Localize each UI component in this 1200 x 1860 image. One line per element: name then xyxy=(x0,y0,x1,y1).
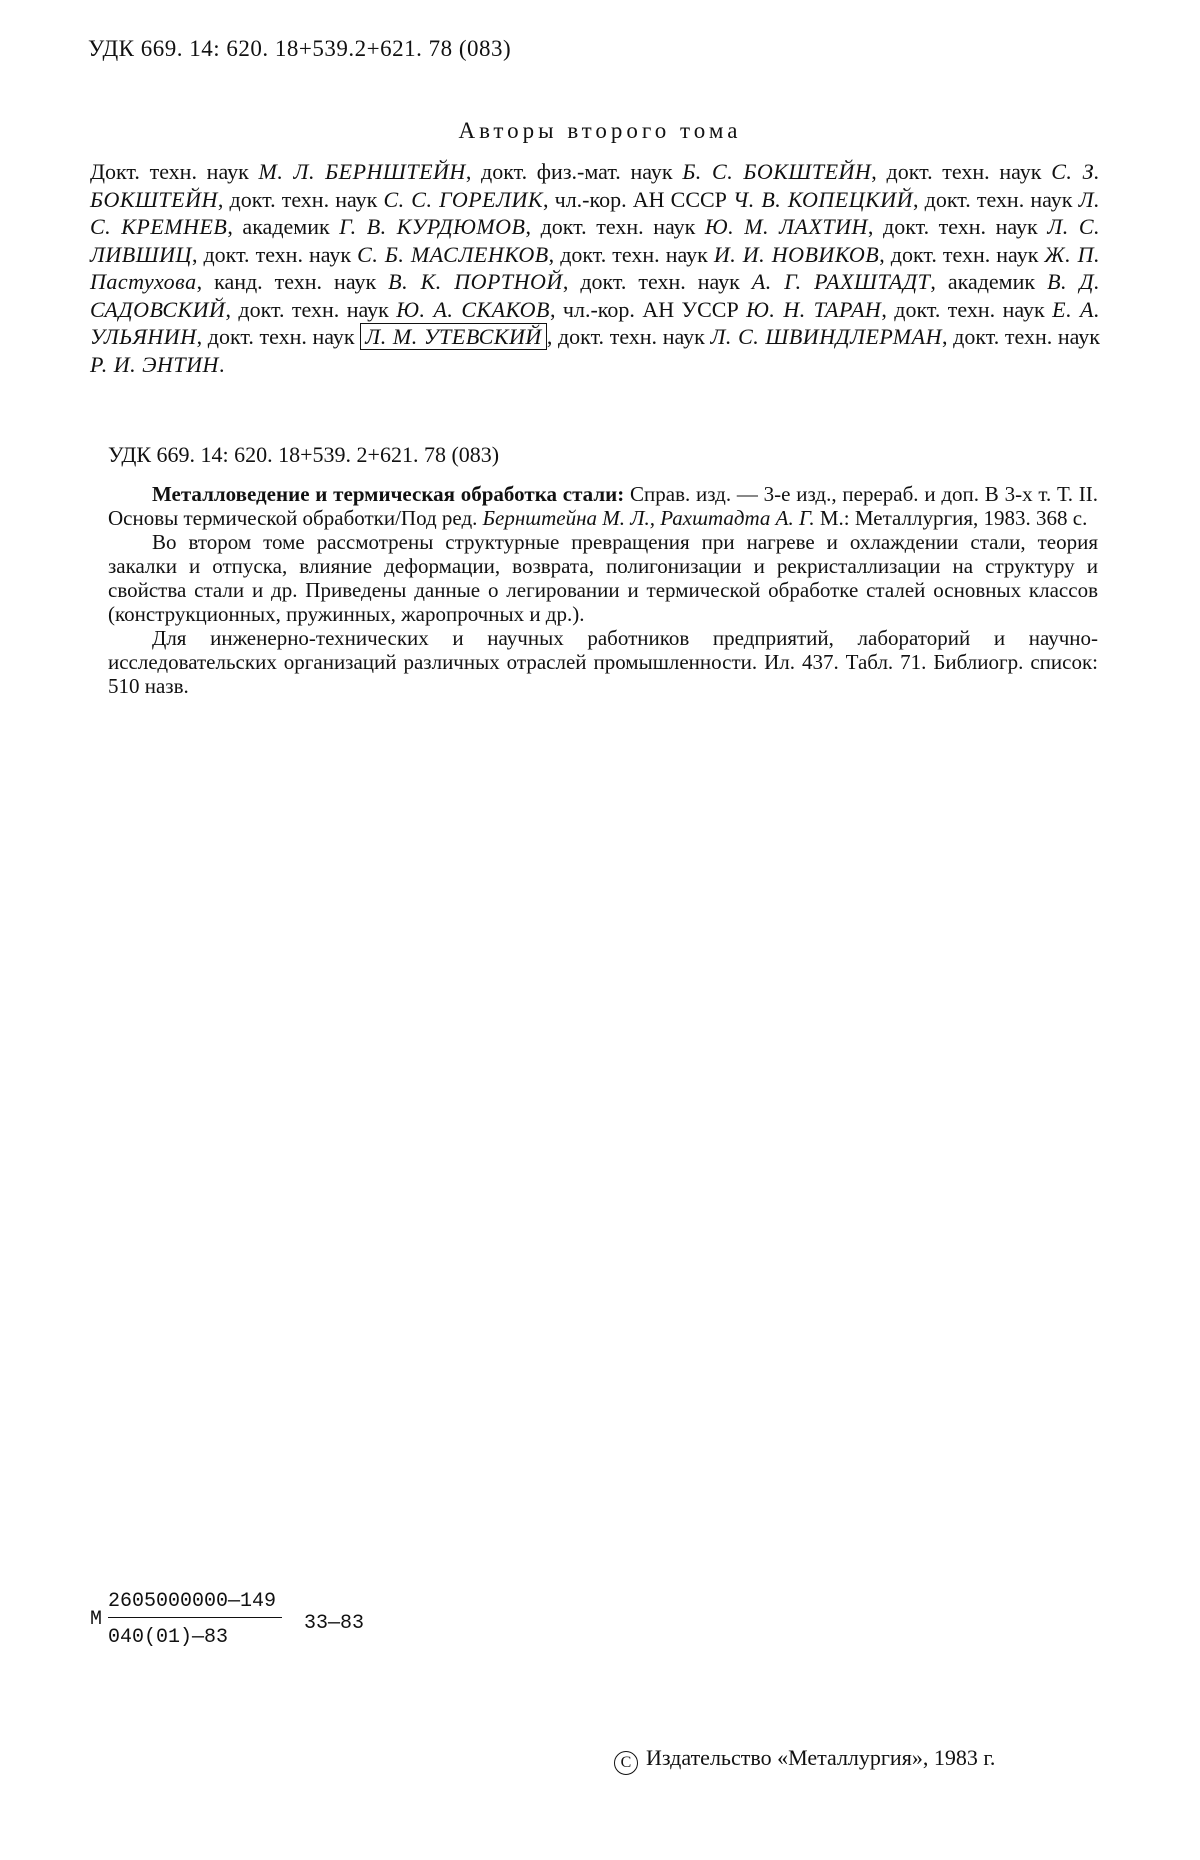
author-degree: , академик xyxy=(227,214,340,239)
author-name: Ю. М. ЛАХТИН xyxy=(704,214,868,239)
author-name: С. С. ГОРЕЛИК xyxy=(383,186,543,212)
authors-heading: Авторы второго тома xyxy=(458,118,742,143)
biblio-entry xyxy=(108,482,1098,530)
author-degree: , докт. техн. наук xyxy=(562,269,752,294)
book-editors: Бернштейна М. Л., Рахштадта А. Г. xyxy=(482,506,815,530)
author-name: В. К. ПОРТНОЙ xyxy=(388,269,563,294)
author-degree: , докт. физ.-мат. наук xyxy=(465,159,683,184)
author-name: Л. С. КРЕМНЕВ xyxy=(90,186,1100,239)
author-degree: Докт. техн. наук xyxy=(90,159,259,184)
author-degree: , докт. техн. наук xyxy=(225,296,397,322)
author-name: Л. М. УТЕВСКИЙ xyxy=(360,323,547,350)
author-degree: , докт. техн. наук xyxy=(871,159,1052,184)
author-degree: , чл.-кор. АН УССР xyxy=(549,296,747,322)
udk-code-top: УДК 669. 14: 620. 18+539.2+621. 78 (083) xyxy=(88,36,512,61)
author-degree: , докт. техн. наук xyxy=(217,186,384,212)
author-name: Л. С. ШВИНДЛЕРМАН xyxy=(710,324,942,349)
author-name: Ч. В. КОПЕЦКИЙ xyxy=(733,186,913,212)
author-name: Ю. А. СКАКОВ xyxy=(396,296,550,322)
copyright-line xyxy=(614,1745,995,1775)
bibliographic-annotation xyxy=(108,482,1098,698)
author-name: С. З. БОКШТЕЙН xyxy=(90,159,1100,212)
index-prefix: М xyxy=(90,1608,103,1631)
index-numerator: 2605000000—149 xyxy=(108,1590,277,1613)
author-degree: . xyxy=(218,351,225,377)
author-name: Ю. Н. ТАРАН xyxy=(746,296,882,322)
book-title: Металловедение и термическая обработка стали: xyxy=(152,482,625,506)
author-name: Р. И. ЭНТИН xyxy=(90,351,219,377)
author-name: С. Б. МАСЛЕНКОВ xyxy=(357,241,549,267)
author-degree: , академик xyxy=(930,269,1048,294)
author-name: А. Г. РАХШТАДТ xyxy=(751,269,931,294)
author-name: М. Л. БЕРНШТЕЙН xyxy=(258,159,466,184)
author-degree: , докт. техн. наук xyxy=(196,324,361,349)
index-denominator: 040(01)—83 xyxy=(108,1626,229,1649)
authors-list xyxy=(90,158,1100,378)
copyright-icon: С xyxy=(614,1751,638,1775)
author-degree: , докт. техн. наук xyxy=(525,214,705,239)
copyright-text: Издательство «Металлургия», 1983 г. xyxy=(646,1745,996,1770)
book-edition-info: Справ. изд. — 3-е изд., перераб. и доп. В 3-х т. Т. II. Основы термической обработки/Под ред. xyxy=(108,482,1098,530)
udk-code-second: УДК 669. 14: 620. 18+539. 2+621. 78 (083) xyxy=(108,442,500,467)
author-degree: , докт. техн. наук xyxy=(191,241,358,267)
author-name: Ж. П. Пастухова xyxy=(90,241,1101,294)
author-name: И. И. НОВИКОВ xyxy=(713,241,880,267)
author-degree: , чл.-кор. АН СССР xyxy=(543,186,734,212)
author-degree: , докт. техн. наук xyxy=(867,214,1048,239)
publication-index-code xyxy=(90,1590,416,1660)
author-degree: , докт. техн. наук xyxy=(913,186,1079,212)
author-degree: , докт. техн. наук xyxy=(881,296,1053,322)
author-name: Л. С. ЛИВШИЦ xyxy=(90,214,1100,267)
fraction-line xyxy=(108,1617,282,1618)
author-degree: , докт. техн. наук xyxy=(546,324,711,349)
author-name: Б. С. БОКШТЕЙН xyxy=(682,159,872,184)
author-name: В. Д. САДОВСКИЙ xyxy=(90,269,1100,322)
author-name: Е. А. УЛЬЯНИН xyxy=(90,296,1100,349)
author-degree: , докт. техн. наук xyxy=(548,241,714,267)
author-degree: , докт. техн. наук xyxy=(879,241,1045,267)
audience-paragraph: Для инженерно-технических и научных работников предприятий, лабораторий и научно-исследовательских организаций различных отраслей промышленности. Ил. 437. Табл. 71. Библиогр. список: 510 назв. xyxy=(108,626,1098,698)
book-imprint: М.: Металлургия, 1983. 368 с. xyxy=(814,506,1088,530)
index-side-code: 33—83 xyxy=(304,1612,365,1635)
author-degree: , докт. техн. наук xyxy=(941,324,1100,349)
abstract-paragraph: Во втором томе рассмотрены структурные превращения при нагреве и охлаждении стали, теория закалки и отпуска, влияние деформации, возврата, полигонизации и рекристаллизации на структуру и свойства стали и др. Приведены данные о легировании и термической обработке сталей основных классов (конструкционных, пружинных, жаропрочных и др.). xyxy=(108,530,1098,626)
author-name: Г. В. КУРДЮМОВ xyxy=(339,214,526,239)
author-degree: , канд. техн. наук xyxy=(196,269,389,294)
